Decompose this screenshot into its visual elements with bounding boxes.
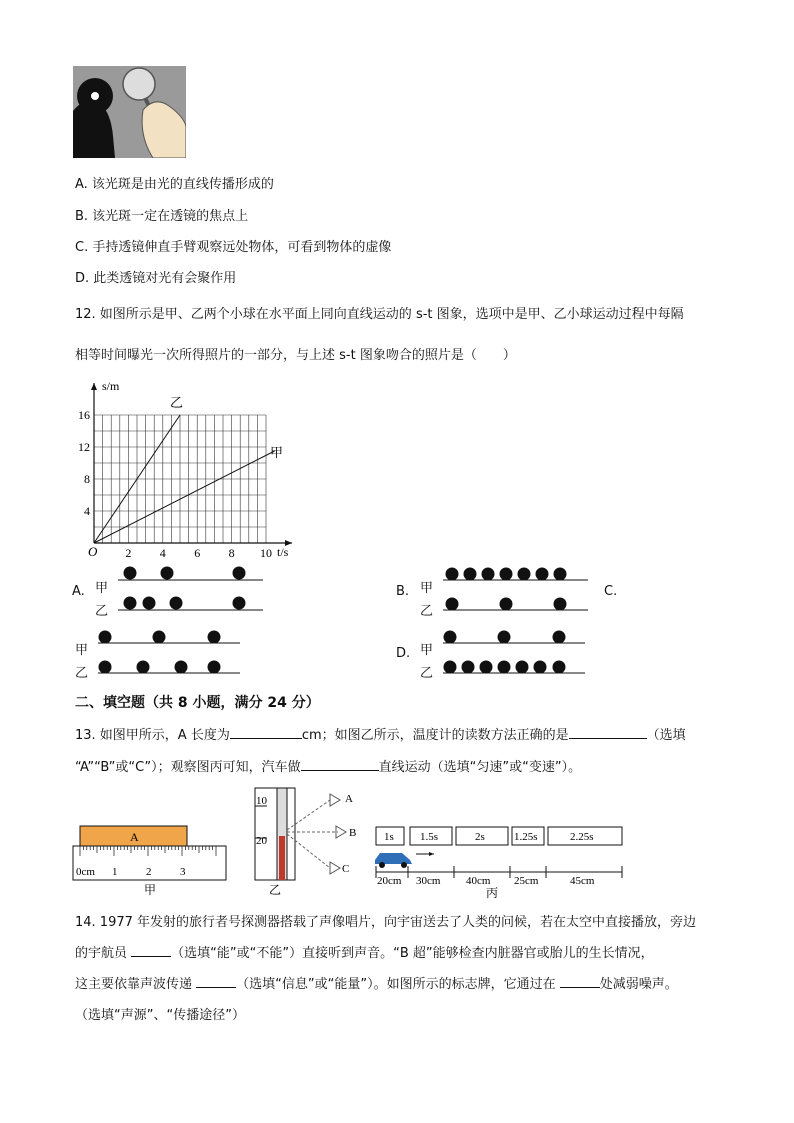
y-tick-label: 8 bbox=[84, 472, 90, 486]
y-tick-label: 12 bbox=[78, 440, 90, 454]
section-title: 二、填空题（共 8 小题，满分 24 分） bbox=[75, 695, 320, 711]
fig-caption: 乙 bbox=[269, 883, 282, 897]
answer-blank[interactable] bbox=[131, 943, 171, 957]
jia-label: 甲 bbox=[95, 581, 109, 596]
block-label: A bbox=[130, 830, 139, 844]
q14-text: 处减弱噪声。 bbox=[599, 977, 678, 992]
option-b-photo bbox=[440, 565, 590, 615]
car-timing-figure bbox=[372, 822, 632, 900]
q14-line3 bbox=[75, 973, 678, 992]
distance-label: 30cm bbox=[416, 875, 441, 887]
y-tick-label: 16 bbox=[78, 408, 90, 422]
graph-grid bbox=[94, 415, 266, 543]
thermometer-figure bbox=[250, 786, 360, 898]
x-tick-label: 4 bbox=[159, 546, 166, 560]
distance-label: 45cm bbox=[570, 875, 595, 887]
jia-label: 甲 bbox=[420, 643, 434, 658]
yi-label: 乙 bbox=[420, 604, 434, 619]
answer-blank[interactable] bbox=[560, 974, 600, 988]
eye-label-c: C bbox=[342, 863, 350, 875]
time-label: 1.5s bbox=[420, 831, 439, 843]
x-tick-label: 10 bbox=[260, 546, 272, 560]
x-axis-label: t/s bbox=[277, 545, 289, 559]
answer-blank[interactable] bbox=[196, 974, 236, 988]
st-graph bbox=[70, 375, 310, 560]
q14-text: 的宇航员 bbox=[75, 946, 128, 961]
series-line-甲 bbox=[94, 451, 275, 543]
q13-line2 bbox=[75, 756, 581, 775]
option-d-label: D. bbox=[396, 646, 411, 661]
ruler-label: 3 bbox=[180, 866, 186, 878]
option-c-photo bbox=[95, 628, 245, 678]
q14-text: 这主要依靠声波传递 bbox=[75, 977, 193, 992]
q12-stem-line2: 相等时间曝光一次所得照片的一部分，与上述 s-t 图象吻合的照片是（ ） bbox=[75, 348, 516, 363]
distance-label: 25cm bbox=[514, 875, 539, 887]
jia-label: 甲 bbox=[75, 643, 89, 658]
ruler-label: 2 bbox=[146, 866, 152, 878]
q14-line2 bbox=[75, 942, 654, 961]
q13-text: “A”“B”或“C”）；观察图丙可知，汽车做 bbox=[75, 760, 301, 775]
y-axis-label: s/m bbox=[102, 379, 120, 393]
eye-label-a: A bbox=[345, 793, 353, 805]
time-label: 1s bbox=[384, 831, 394, 843]
fig-caption: 甲 bbox=[144, 883, 157, 897]
thermo-label: 20 bbox=[256, 835, 267, 847]
q13-line1 bbox=[75, 724, 686, 743]
origin-label: O bbox=[88, 544, 98, 559]
x-tick-label: 8 bbox=[228, 546, 235, 560]
q13-text: （选填 bbox=[646, 728, 686, 743]
eye-label-b: B bbox=[349, 827, 357, 839]
q13-text: 13. 如图甲所示，A 长度为 bbox=[75, 728, 230, 743]
q14-text: （选填“能”或“不能”）直接听到声音。“B 超”能够检查内脏器官或胎儿的生长情况， bbox=[171, 946, 654, 961]
q14-line4: （选填“声源”、“传播途径”） bbox=[75, 1008, 245, 1023]
y-tick-label: 4 bbox=[84, 504, 90, 518]
q14-line1: 14. 1977 年发射的旅行者号探测器搭载了声像唱片，向宇宙送去了人类的问候，若在太空中直接播放，旁边 bbox=[75, 915, 697, 930]
distance-label: 40cm bbox=[466, 875, 491, 887]
option-a-photo bbox=[115, 565, 265, 615]
q11-option-d: D. 此类透镜对光有会聚作用 bbox=[75, 271, 237, 286]
answer-blank[interactable] bbox=[230, 725, 302, 739]
distance-label: 20cm bbox=[377, 875, 402, 887]
series-label-yi: 乙 bbox=[170, 396, 184, 411]
q13-text: cm；如图乙所示，温度计的读数方法正确的是 bbox=[301, 728, 569, 743]
ruler-label: 1 bbox=[112, 866, 118, 878]
x-tick-label: 6 bbox=[194, 546, 201, 560]
option-c-label: C. bbox=[604, 584, 618, 599]
yi-label: 乙 bbox=[75, 666, 89, 681]
car-icon bbox=[375, 853, 412, 864]
option-a-label: A. bbox=[72, 584, 85, 599]
time-label: 2.25s bbox=[570, 831, 594, 843]
answer-blank[interactable] bbox=[301, 757, 379, 771]
q11-option-c: C. 手持透镜伸直手臂观察远处物体，可看到物体的虚像 bbox=[75, 240, 392, 255]
q12-stem-line1: 12. 如图所示是甲、乙两个小球在水平面上同向直线运动的 s-t 图象，选项中是甲、乙小球运动过程中每隔 bbox=[75, 307, 684, 322]
fig-caption: 丙 bbox=[486, 886, 499, 900]
x-tick-label: 2 bbox=[125, 546, 132, 560]
q13-text: 直线运动（选填“匀速”或“变速”）。 bbox=[378, 760, 582, 775]
jia-label: 甲 bbox=[420, 581, 434, 596]
lens-photo bbox=[73, 66, 186, 158]
q14-text: （选填“信息”或“能量”）。如图所示的标志牌，它通过在 bbox=[236, 977, 556, 992]
ruler-label: 0cm bbox=[76, 866, 95, 878]
thermo-label: 10 bbox=[256, 795, 267, 807]
q11-option-a: A. 该光斑是由光的直线传播形成的 bbox=[75, 177, 274, 192]
option-d-photo bbox=[440, 628, 590, 678]
answer-blank[interactable] bbox=[569, 725, 647, 739]
q11-option-b: B. 该光斑一定在透镜的焦点上 bbox=[75, 209, 249, 224]
yi-label: 乙 bbox=[420, 666, 434, 681]
ruler-figure bbox=[70, 820, 230, 900]
option-b-label: B. bbox=[396, 584, 410, 599]
yi-label: 乙 bbox=[95, 604, 109, 619]
time-label: 2s bbox=[475, 831, 485, 843]
series-label-jia: 甲 bbox=[270, 446, 284, 461]
time-label: 1.25s bbox=[514, 831, 538, 843]
